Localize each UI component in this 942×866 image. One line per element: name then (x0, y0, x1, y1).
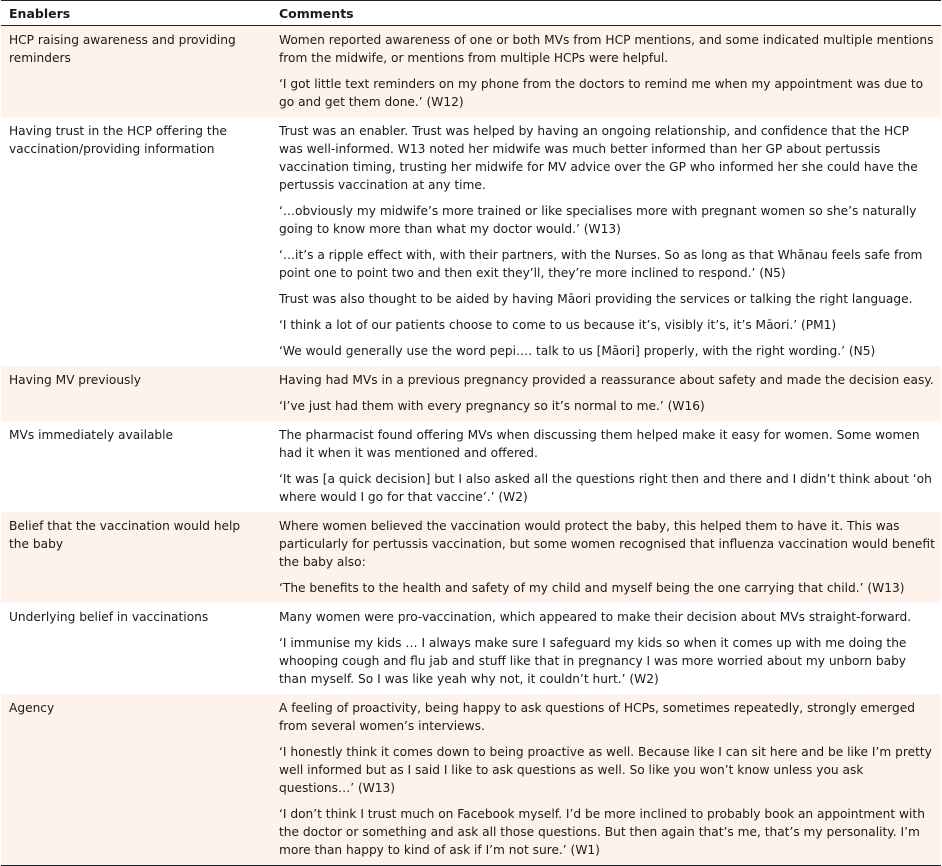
comments-cell (271, 366, 941, 421)
comment-quote: ‘I got little text reminders on my phone from the doctors to remind me when my appointment was due to go and get them done.’ (W12) (279, 77, 924, 109)
comment-quote: ‘The benefits to the health and safety of my child and myself being the one carrying that child.’ (W13) (279, 581, 905, 595)
enabler-cell: Agency (1, 694, 271, 866)
comments-column-header: Comments (271, 1, 941, 26)
comment-paragraph: The pharmacist found offering MVs when discussing them helped make it easy for women. Some women had it when it was mentioned and offered. (279, 428, 920, 460)
comments-cell (271, 421, 941, 512)
comment-quote: ‘I honestly think it comes down to being proactive as well. Because like I can sit here and be like I’m pretty well informed but as I said I like to ask questions as well. So like you won’t know unless you ask questions…’ (W13) (279, 745, 932, 795)
table-row (1, 421, 941, 512)
comment-quote: ‘…it’s a ripple effect with, with their partners, with the Nurses. So as long as that Whānau feels safe from point one to point two and then exit they’ll, they’re more inclined to respond.’ (N5) (279, 248, 923, 280)
comment-quote: ‘We would generally use the word pepi…. talk to us [Māori] properly, with the right wording.’ (N5) (279, 344, 876, 358)
enabler-cell: HCP raising awareness and providing reminders (1, 26, 271, 118)
header-row (1, 1, 941, 26)
comments-cell (271, 694, 941, 866)
comment-quote: ‘It was [a quick decision] but I also asked all the questions right then and there and I didn’t think about ‘oh where would I go for that vaccine’.’ (W2) (279, 472, 932, 504)
enabler-cell: Belief that the vaccination would help the baby (1, 512, 271, 603)
comment-paragraph: Having had MVs in a previous pregnancy provided a reassurance about safety and made the decision easy. (279, 373, 934, 387)
comment-paragraph: A feeling of proactivity, being happy to ask questions of HCPs, sometimes repeatedly, strongly emerged from several women’s interviews. (279, 701, 915, 733)
comments-cell (271, 117, 941, 366)
comment-paragraph: Many women were pro-vaccination, which appeared to make their decision about MVs straight-forward. (279, 610, 912, 624)
enabler-cell: MVs immediately available (9, 428, 174, 442)
enabler-cell: Having MV previously (1, 366, 271, 421)
comment-paragraph: Where women believed the vaccination would protect the baby, this helped them to have it. This was particularly for pertussis vaccination, but some women recognised that influenza vaccination would benefit the baby also: (279, 519, 935, 569)
table-row (1, 26, 941, 118)
comment-paragraph: Trust was an enabler. Trust was helped by having an ongoing relationship, and confidence that the HCP was well-informed. W13 noted her midwife was much better informed than her GP about pertussis vaccination timing, trusting her midwife for MV advice over the GP who informed her she could have the pertussis vaccination at any time. (279, 124, 918, 192)
enabler-cell: Underlying belief in vaccinations (9, 610, 209, 624)
comments-cell (271, 512, 941, 603)
table-row (1, 603, 941, 694)
table-row (1, 512, 941, 603)
enablers-table (1, 0, 941, 866)
comment-quote: ‘I don’t think I trust much on Facebook myself. I’d be more inclined to probably book an appointment with the doctor or something and ask all those questions. But then again that’s me, that’s my personality. I’m more than happy to kind of ask if I’m not sure.’ (W1) (279, 807, 925, 857)
comment-quote: ‘…obviously my midwife’s more trained or like specialises more with pregnant women so she’s naturally going to know more than what my doctor would.’ (W13) (279, 204, 917, 236)
comment-quote: ‘I immunise my kids … I always make sure I safeguard my kids so when it comes up with me doing the whooping cough and flu jab and stuff like that in pregnancy I was more worried about my unborn baby than myself. So I was like yeah why not, it couldn’t hurt.’ (W2) (279, 636, 907, 686)
comments-cell (271, 26, 941, 118)
comments-cell (271, 603, 941, 694)
comment-quote: ‘I’ve just had them with every pregnancy so it’s normal to me.’ (W16) (279, 399, 705, 413)
table-row (1, 366, 941, 421)
table-row (1, 694, 941, 866)
comment-quote: ‘I think a lot of our patients choose to come to us because it’s, visibly it’s, it’s Māori.’ (PM1) (279, 318, 837, 332)
table-row (1, 117, 941, 366)
comment-paragraph: Trust was also thought to be aided by having Māori providing the services or talking the right language. (279, 292, 913, 306)
comment-paragraph: Women reported awareness of one or both MVs from HCP mentions, and some indicated multiple mentions from the midwife, or mentions from multiple HCPs were helpful. (279, 33, 934, 65)
enabler-cell: Having trust in the HCP offering the vaccination/providing information (9, 124, 227, 156)
enablers-column-header: Enablers (1, 1, 271, 26)
